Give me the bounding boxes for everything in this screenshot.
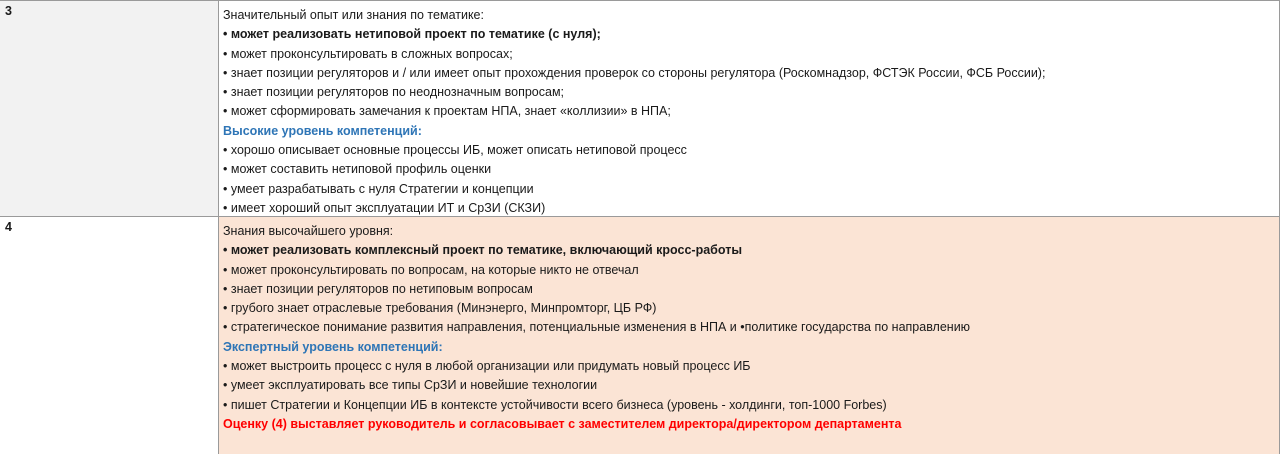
table-row-level-3 (0, 1, 1280, 217)
description-line: • хорошо описывает основные процессы ИБ, может описать нетиповой процесс (223, 143, 687, 158)
description-cell[interactable] (219, 1, 1280, 216)
competence-heading: Высокие уровень компетенций: (223, 123, 422, 138)
description-line: • может реализовать комплексный проект по тематике, включающий кросс-работы (223, 243, 742, 258)
table-row-level-4 (0, 217, 1280, 454)
description-line: • имеет хороший опыт эксплуатации ИТ и СрЗИ (СКЗИ) (223, 200, 546, 215)
description-line: Знания высочайшего уровня: (223, 224, 394, 238)
description-line: • может реализовать нетиповой проект по тематике (с нуля); (223, 27, 601, 42)
description-line: • может сформировать замечания к проектам НПА, знает «коллизии» в НПА; (223, 104, 671, 119)
description-line: • пишет Стратегии и Концепции ИБ в контексте устойчивости всего бизнеса (уровень - холдинги, топ-1000 Forbes) (223, 397, 887, 412)
description-line: • грубого знает отраслевые требования (Минэнерго, Минпромторг, ЦБ РФ) (223, 301, 657, 316)
level-cell[interactable]: 4 (0, 217, 219, 454)
description-line: • может проконсультировать в сложных вопросах; (223, 46, 513, 61)
description-cell[interactable] (219, 217, 1280, 454)
level-cell[interactable]: 3 (0, 1, 219, 216)
description-line: • может составить нетиповой профиль оценки (223, 162, 492, 177)
description-line: • стратегическое понимание развития направления, потенциальные изменения в НПА и •политике государства по направлению (223, 320, 971, 335)
description-line: • знает позиции регуляторов и / или имеет опыт прохождения проверок со стороны регулятора (Роскомнадзор, ФСТЭК России, ФСБ России); (223, 65, 1046, 80)
competence-heading: Экспертный уровень компетенций: (223, 339, 443, 354)
description-line: Значительный опыт или знания по тематике: (223, 8, 484, 22)
description-line: • может проконсультировать по вопросам, на которые никто не отвечал (223, 262, 639, 277)
description-line: • знает позиции регуляторов по нетиповым вопросам (223, 281, 533, 296)
description-line: • умеет эксплуатировать все типы СрЗИ и новейшие технологии (223, 378, 598, 393)
description-line: • умеет разрабатывать с нуля Стратегии и концепции (223, 181, 534, 196)
description-line: • может выстроить процесс с нуля в любой организации или придумать новый процесс ИБ (223, 359, 751, 374)
approval-note: Оценку (4) выставляет руководитель и согласовывает с заместителем директора/директором департамента (223, 416, 902, 431)
description-line: • знает позиции регуляторов по неоднозначным вопросам; (223, 85, 565, 100)
